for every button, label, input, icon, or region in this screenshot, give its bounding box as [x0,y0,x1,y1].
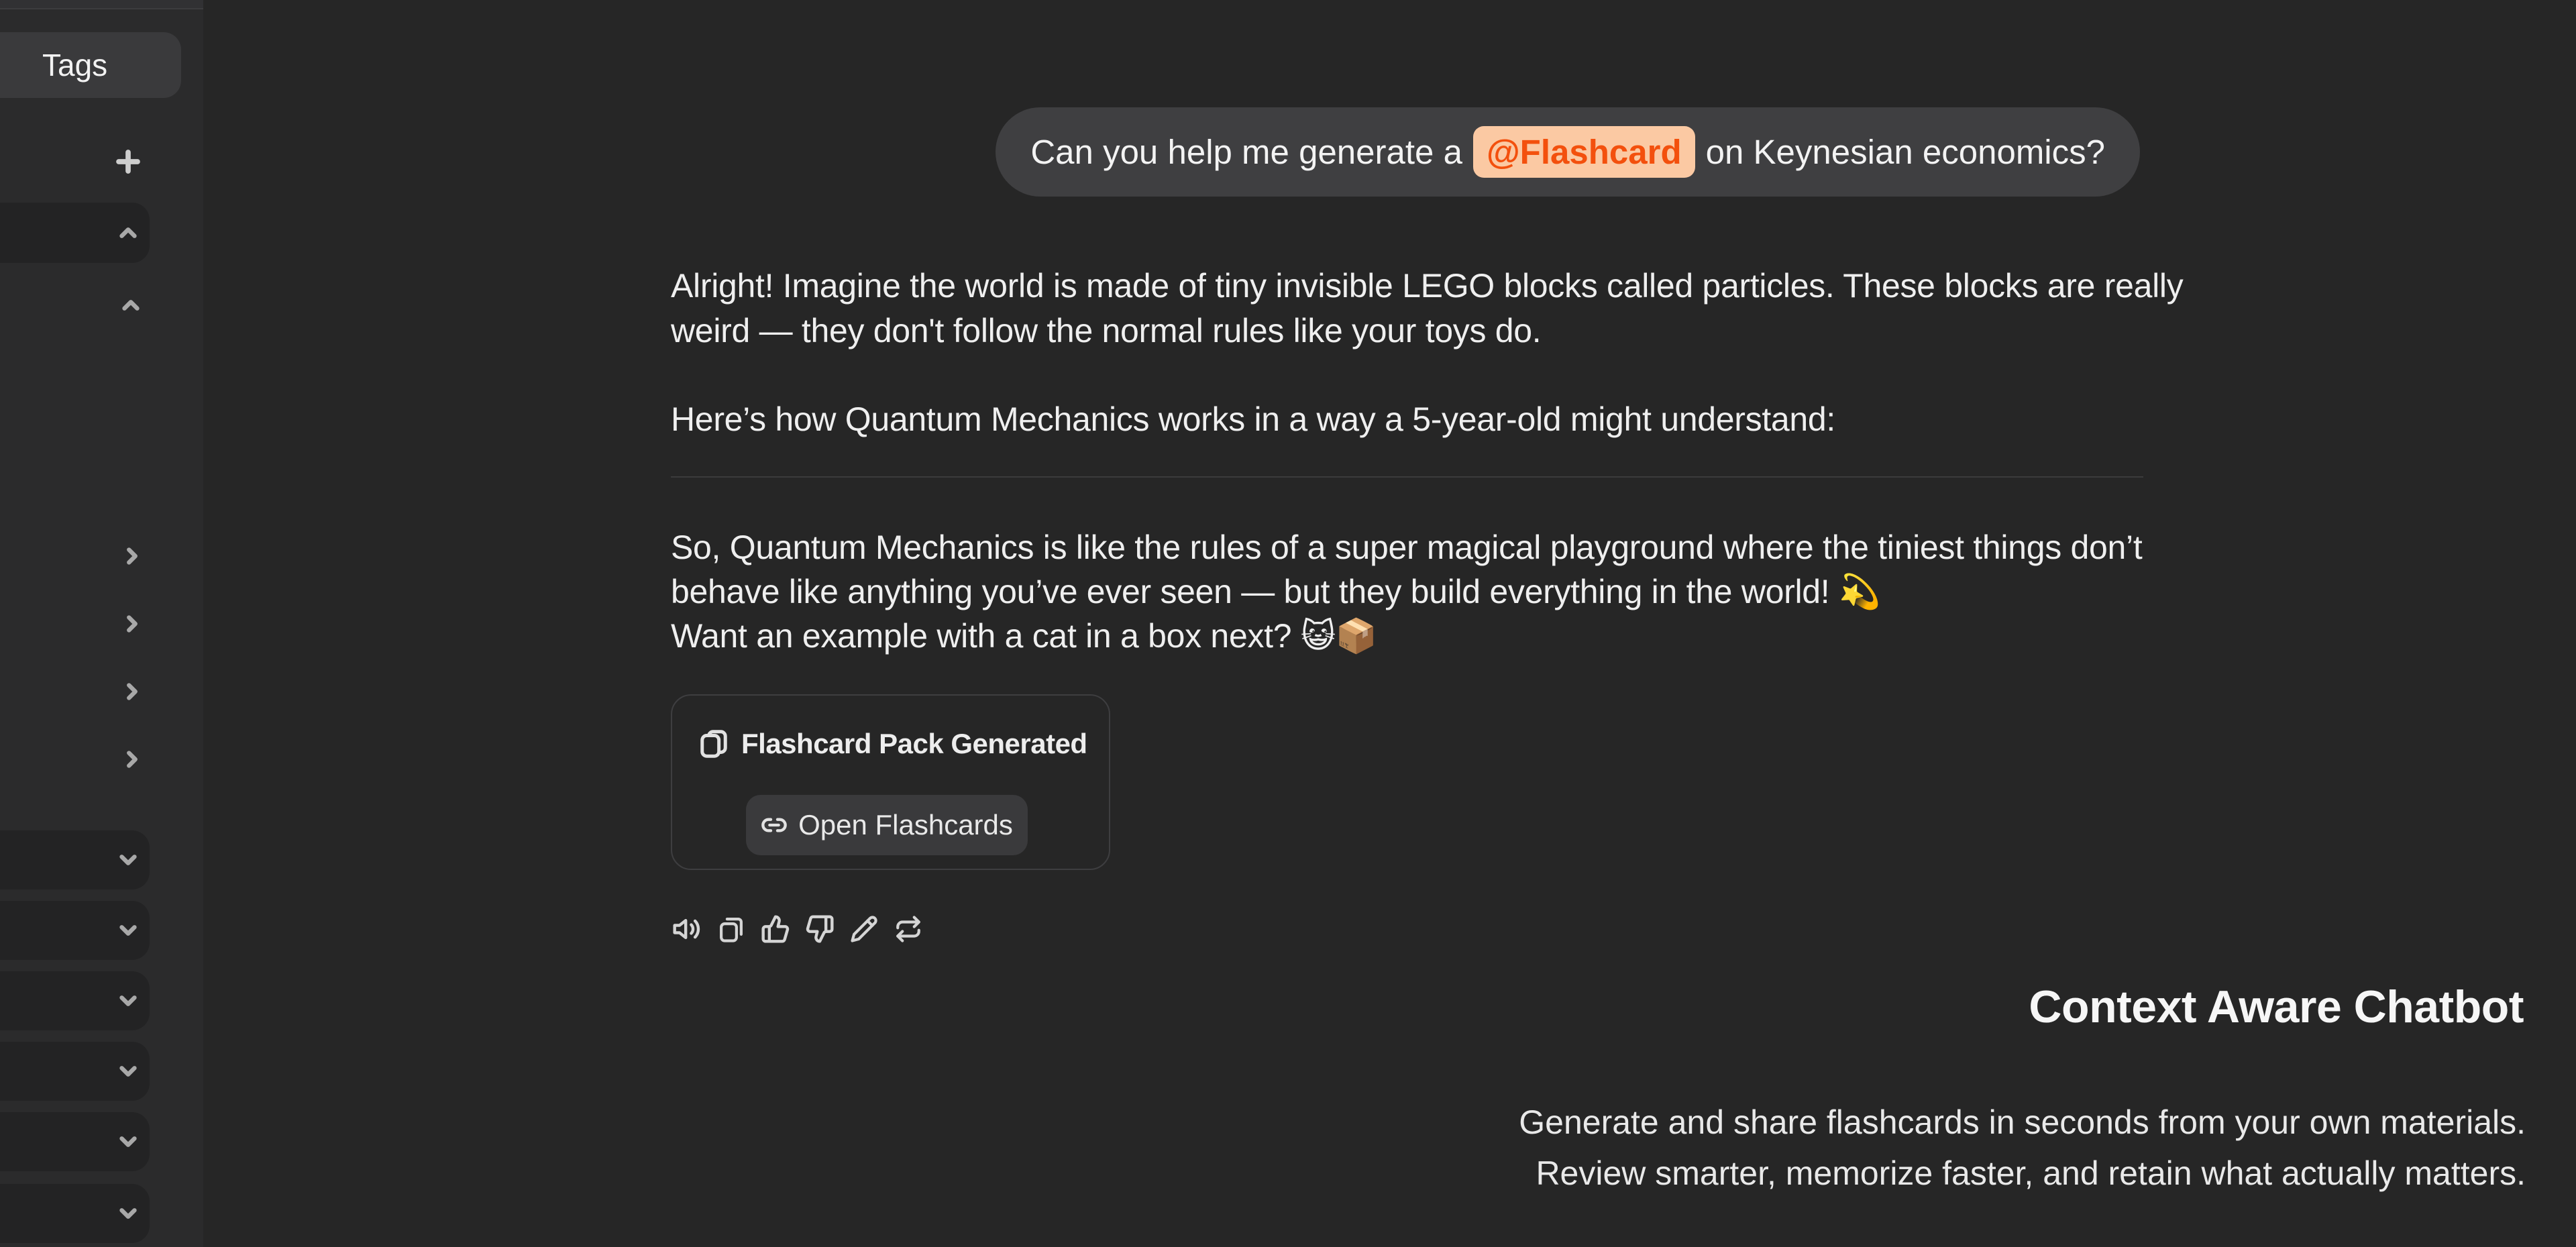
link-icon [761,812,788,838]
flashcard-mention-chip: @Flashcard [1473,126,1695,178]
chevron-down-icon [115,1059,141,1084]
sidebar-item-expandable[interactable] [0,1112,150,1171]
chevron-right-icon[interactable] [119,747,145,772]
copy-icon [717,915,745,943]
speaker-icon [672,914,702,944]
user-message-suffix: on Keynesian economics? [1705,133,2105,171]
assistant-text-line: Alright! Imagine the world is made of tiny invisible LEGO blocks called particles. These blocks are really [671,267,2184,305]
chevron-up-icon[interactable] [118,292,144,318]
chevron-up-icon [115,220,141,246]
sidebar-item-expandable[interactable] [0,1184,150,1243]
chevron-down-icon [115,1201,141,1226]
copy-button[interactable] [716,914,746,944]
message-actions-toolbar [672,914,923,944]
user-message-bubble [996,107,2140,197]
thumbs-down-button[interactable] [805,914,835,944]
sidebar-item-expandable[interactable] [0,1042,150,1101]
pencil-icon [850,915,878,943]
hero-subtitle-line: Review smarter, memorize faster, and retain what actually matters. [1536,1154,2526,1192]
assistant-text-line: weird — they don't follow the normal rules like your toys do. [671,312,1542,349]
thumbs-down-icon [805,914,835,944]
repeat-icon [894,915,922,943]
tags-button[interactable] [0,32,181,98]
chevron-down-icon [115,988,141,1014]
thumbs-up-icon [761,914,790,944]
assistant-paragraph-1 [671,264,2183,354]
chevron-right-icon[interactable] [119,679,145,704]
assistant-text-line: Here’s how Quantum Mechanics works in a way a 5-year-old might understand: [671,400,1836,438]
assistant-text-line: Want an example with a cat in a box next? 😺📦 [671,617,1377,655]
sidebar [0,0,203,1247]
sidebar-item-expandable[interactable] [0,971,150,1030]
regenerate-button[interactable] [894,914,923,944]
message-divider [671,476,2143,478]
thumbs-up-button[interactable] [761,914,790,944]
assistant-text-line: So, Quantum Mechanics is like the rules of a super magical playground where the tiniest things don’t [671,529,2143,566]
hero-subtitle [1519,1097,2526,1199]
sidebar-item-expandable[interactable] [0,830,150,889]
flashcard-pack-card [671,694,1110,870]
open-flashcards-label: Open Flashcards [798,809,1013,841]
flashcards-stack-icon [698,728,729,759]
assistant-paragraph-2 [671,397,1835,442]
chevron-down-icon [115,918,141,943]
chevron-down-icon [115,1129,141,1154]
assistant-text-line: behave like anything you’ve ever seen — but they build everything in the world! 💫 [671,573,1880,610]
open-flashcards-button[interactable] [746,795,1028,855]
chevron-down-icon [115,847,141,873]
user-message-prefix: Can you help me generate a [1030,133,1462,171]
read-aloud-button[interactable] [672,914,702,944]
sidebar-item-expanded[interactable] [0,203,150,263]
hero-subtitle-line: Generate and share flashcards in seconds from your own materials. [1519,1103,2526,1141]
flashcard-pack-title-row [698,728,1087,760]
chevron-right-icon[interactable] [119,611,145,637]
assistant-paragraph-3 [671,525,2142,658]
hero-title: Context Aware Chatbot [2029,981,2524,1032]
edit-button[interactable] [849,914,879,944]
chevron-right-icon[interactable] [119,543,145,569]
flashcard-pack-title: Flashcard Pack Generated [741,728,1087,759]
tags-button-label: Tags [42,48,108,83]
plus-icon [114,148,142,176]
sidebar-partial-item-top [0,0,203,9]
sidebar-item-expandable[interactable] [0,901,150,960]
add-button[interactable] [113,146,144,177]
